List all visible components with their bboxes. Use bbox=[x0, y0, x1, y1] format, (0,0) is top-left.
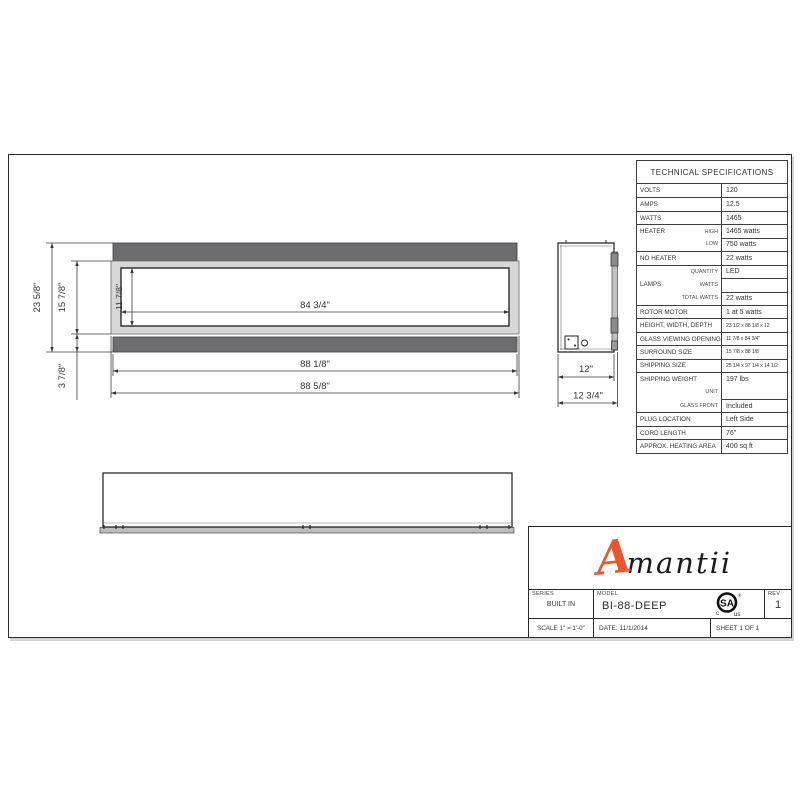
spec-row bbox=[637, 318, 787, 331]
spec-row bbox=[637, 439, 787, 452]
spec-value-cell: 15 7/8 x 88 1/8 bbox=[722, 345, 787, 358]
dim-height-surround: 15 7/8" bbox=[57, 282, 68, 313]
spec-row bbox=[637, 251, 787, 264]
spec-value-cell: 120 bbox=[726, 187, 738, 195]
spec-label-cell: APPROX. HEATING AREA bbox=[637, 439, 722, 452]
spec-label-cell: ROTOR MOTOR bbox=[637, 305, 722, 318]
spec-value-cell: Included bbox=[722, 399, 787, 412]
spec-label-cell: QUANTITY bbox=[637, 265, 722, 278]
title-block bbox=[528, 526, 792, 638]
spec-row bbox=[637, 412, 787, 425]
spec-row bbox=[637, 238, 787, 251]
dim-width-opening: 84 3/4" bbox=[300, 300, 330, 311]
svg-text:us: us bbox=[734, 612, 741, 618]
dim-width-surround: 88 5/8" bbox=[300, 381, 330, 392]
svg-text:c: c bbox=[716, 611, 719, 617]
front-top-band bbox=[113, 243, 517, 261]
spec-row bbox=[637, 265, 787, 278]
model-cell bbox=[594, 590, 765, 618]
spec-row bbox=[637, 332, 787, 345]
series-label: SERIES bbox=[532, 591, 554, 597]
spec-label-cell: WATTS bbox=[637, 211, 722, 224]
spec-label-cell: CORD LENGTH bbox=[637, 426, 722, 439]
bottom-view bbox=[100, 473, 514, 533]
spec-label-cell: NO HEATER bbox=[637, 251, 722, 264]
logo-area bbox=[529, 527, 791, 590]
spec-row bbox=[637, 345, 787, 358]
spec-rows bbox=[637, 184, 787, 453]
spec-value-cell: 197 lbs bbox=[722, 372, 787, 385]
spec-label-cell: LOW bbox=[637, 238, 722, 251]
svg-text:SA: SA bbox=[720, 598, 734, 610]
side-dimension-labels bbox=[573, 364, 603, 402]
spec-label-cell: UNIT bbox=[637, 386, 722, 399]
dim-width-firebox: 88 1/8" bbox=[300, 359, 330, 370]
spec-row bbox=[637, 224, 787, 237]
spec-row bbox=[637, 426, 787, 439]
spec-value-cell: 23 1/2 x 88 1/8 x 12 bbox=[722, 318, 787, 331]
spec-value-cell: 22 watts bbox=[722, 292, 787, 305]
series-cell bbox=[529, 590, 594, 618]
spec-value-cell: 1 at 5 watts bbox=[722, 305, 787, 318]
side-flange bbox=[612, 252, 618, 350]
dim-height-base: 3 7/8" bbox=[57, 363, 68, 389]
spec-value-cell: 750 watts bbox=[722, 238, 787, 251]
logo-text: mantii bbox=[626, 545, 733, 580]
csa-certification-icon bbox=[714, 591, 742, 618]
spec-row bbox=[637, 386, 787, 399]
spec-value-cell: 1465 watts bbox=[722, 224, 787, 237]
spec-label-cell: VOLTS bbox=[637, 184, 722, 197]
side-view bbox=[558, 240, 618, 352]
front-glass-opening bbox=[121, 268, 509, 326]
model-label: MODEL bbox=[597, 591, 619, 597]
side-bracket-bottom bbox=[612, 341, 618, 350]
spec-table-title: TECHNICAL SPECIFICATIONS bbox=[637, 161, 787, 184]
svg-text:®: ® bbox=[738, 593, 742, 598]
front-view bbox=[111, 243, 519, 352]
spec-label-cell: SURROUND SIZE bbox=[637, 345, 722, 358]
spec-row bbox=[637, 399, 787, 412]
spec-label-cell: SHIPPING WEIGHT bbox=[637, 372, 722, 385]
spec-row bbox=[637, 211, 787, 224]
spec-value-cell: Left Side bbox=[722, 412, 787, 425]
sheet-cell: SHEET 1 OF 1 bbox=[716, 624, 760, 632]
dim-height-opening: 11 7/8" bbox=[114, 283, 124, 311]
spec-value-cell: 1465 bbox=[722, 211, 787, 224]
front-bottom-band bbox=[113, 337, 517, 352]
spec-label-cell: TOTAL WATTS bbox=[637, 292, 722, 305]
spec-value-cell: 25 1/4 x 97 1/4 x 14 1/2 bbox=[722, 359, 787, 372]
spec-value-cell bbox=[722, 278, 787, 291]
spec-row bbox=[637, 278, 787, 291]
scale-cell: SCALE 1" = 1'-0" bbox=[529, 619, 594, 637]
dim-depth: 12" bbox=[579, 364, 593, 375]
side-bracket-top bbox=[611, 253, 618, 266]
spec-row bbox=[637, 372, 787, 385]
model-value: BI-88-DEEP bbox=[602, 600, 667, 612]
spec-value-cell: 76" bbox=[722, 426, 787, 439]
spec-label-cell: AMPS bbox=[637, 197, 722, 210]
spec-label-cell: GLASS FRONT bbox=[637, 399, 722, 412]
spec-row bbox=[637, 305, 787, 318]
spec-value-cell: 11 7/8 x 84 3/4" bbox=[722, 332, 787, 345]
dim-depth-overall: 12 3/4" bbox=[573, 390, 603, 402]
spec-value-cell bbox=[722, 386, 787, 399]
amantii-logo bbox=[593, 527, 733, 586]
spec-table bbox=[636, 160, 788, 454]
rev-value: 1 bbox=[774, 599, 782, 611]
spec-label-cell: PLUG LOCATION bbox=[637, 412, 722, 425]
spec-label-cell: HEIGHT, WIDTH, DEPTH bbox=[637, 318, 722, 331]
logo-initial: A bbox=[593, 527, 635, 586]
dim-height-overall: 23 5/8" bbox=[32, 282, 43, 313]
spec-value-cell: 12.5 bbox=[722, 197, 787, 210]
series-value: BUILT IN bbox=[546, 601, 576, 608]
side-bracket-mid bbox=[611, 318, 618, 333]
spec-row bbox=[637, 359, 787, 372]
spec-row bbox=[637, 197, 787, 210]
spec-value-cell: 400 sq ft bbox=[722, 439, 787, 452]
bottom-mounting-strip bbox=[100, 528, 514, 534]
spec-value-cell: LED bbox=[722, 265, 787, 278]
spec-row bbox=[637, 184, 787, 197]
spec-label-cell: HEATER HIGH bbox=[637, 224, 722, 237]
spec-label-cell: LAMPS WATTS bbox=[637, 278, 722, 291]
rev-label: REV bbox=[768, 591, 781, 597]
spec-label-cell: GLASS VIEWING OPENING bbox=[637, 332, 722, 345]
rev-cell bbox=[765, 590, 791, 618]
spec-label-cell: SHIPPING SIZE bbox=[637, 359, 722, 372]
spec-value-cell: 22 watts bbox=[722, 251, 787, 264]
spec-row bbox=[637, 292, 787, 305]
junction-box bbox=[565, 336, 578, 349]
date-cell: DATE: 11/1/2014 bbox=[594, 619, 711, 637]
